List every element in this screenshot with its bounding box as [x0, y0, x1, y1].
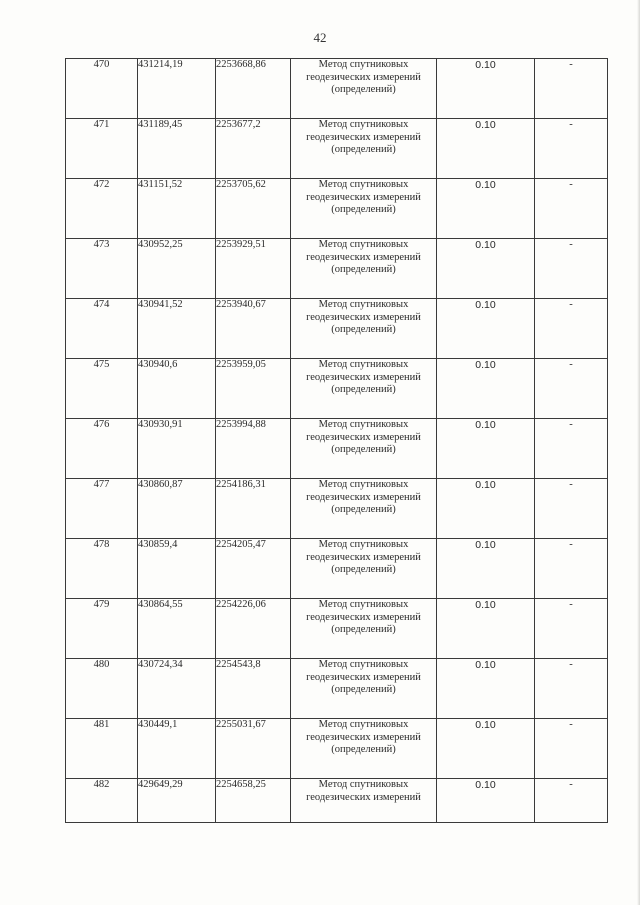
point-number-cell: 474	[66, 299, 138, 359]
point-number-cell: 478	[66, 539, 138, 599]
description-cell: -	[535, 779, 608, 823]
x-coordinate-cell: 430859,4	[138, 539, 216, 599]
method-line: (определений)	[331, 444, 396, 455]
method-line: (определений)	[331, 384, 396, 395]
description-cell: -	[535, 239, 608, 299]
point-number-cell: 482	[66, 779, 138, 823]
method-line: Метод спутниковых	[318, 599, 409, 610]
precision-cell: 0.10	[437, 479, 535, 539]
x-coordinate-cell: 430941,52	[138, 299, 216, 359]
x-coordinate-cell: 429649,29	[138, 779, 216, 823]
y-coordinate-cell: 2255031,67	[216, 719, 291, 779]
method-cell	[291, 599, 437, 659]
method-line: геодезических измерений	[306, 731, 421, 743]
y-coordinate-cell: 2254186,31	[216, 479, 291, 539]
method-cell	[291, 419, 437, 479]
description-cell: -	[535, 299, 608, 359]
y-coordinate-cell: 2254658,25	[216, 779, 291, 823]
x-coordinate-cell: 430940,6	[138, 359, 216, 419]
x-coordinate-cell: 430930,91	[138, 419, 216, 479]
table-row	[66, 719, 608, 779]
method-line: Метод спутниковых	[318, 719, 409, 730]
method-line: (определений)	[331, 264, 396, 275]
method-cell	[291, 179, 437, 239]
precision-cell: 0.10	[437, 359, 535, 419]
table-row	[66, 59, 608, 119]
description-cell: -	[535, 59, 608, 119]
y-coordinate-cell: 2253929,51	[216, 239, 291, 299]
table-row	[66, 779, 608, 823]
precision-cell: 0.10	[437, 179, 535, 239]
method-cell	[291, 239, 437, 299]
method-line: (определений)	[331, 144, 396, 155]
precision-cell: 0.10	[437, 539, 535, 599]
description-cell: -	[535, 419, 608, 479]
table-row	[66, 419, 608, 479]
point-number-cell: 481	[66, 719, 138, 779]
method-line: геодезических измерений	[306, 131, 421, 143]
y-coordinate-cell: 2253705,62	[216, 179, 291, 239]
point-number-cell: 480	[66, 659, 138, 719]
precision-cell: 0.10	[437, 719, 535, 779]
x-coordinate-cell: 430864,55	[138, 599, 216, 659]
description-cell: -	[535, 179, 608, 239]
precision-cell: 0.10	[437, 119, 535, 179]
method-line: Метод спутниковых	[318, 179, 409, 190]
point-number-cell: 472	[66, 179, 138, 239]
method-line: Метод спутниковых	[318, 299, 409, 310]
method-line: Метод спутниковых	[318, 239, 409, 250]
method-line: геодезических измерений	[306, 311, 421, 323]
x-coordinate-cell: 430860,87	[138, 479, 216, 539]
method-cell	[291, 359, 437, 419]
table-row	[66, 119, 608, 179]
y-coordinate-cell: 2254226,06	[216, 599, 291, 659]
method-line: Метод спутниковых	[318, 359, 409, 370]
method-line: геодезических измерений	[306, 791, 421, 803]
precision-cell: 0.10	[437, 779, 535, 823]
description-cell: -	[535, 659, 608, 719]
method-line: (определений)	[331, 324, 396, 335]
coordinates-table	[65, 58, 608, 823]
method-line: Метод спутниковых	[318, 659, 409, 670]
table-row	[66, 239, 608, 299]
method-line: геодезических измерений	[306, 611, 421, 623]
method-line: Метод спутниковых	[318, 119, 409, 130]
y-coordinate-cell: 2254543,8	[216, 659, 291, 719]
method-line: (определений)	[331, 624, 396, 635]
method-line: (определений)	[331, 84, 396, 95]
table-row	[66, 479, 608, 539]
method-line: (определений)	[331, 684, 396, 695]
precision-cell: 0.10	[437, 299, 535, 359]
x-coordinate-cell: 431151,52	[138, 179, 216, 239]
method-line: геодезических измерений	[306, 671, 421, 683]
description-cell: -	[535, 479, 608, 539]
page-number: 42	[313, 30, 327, 45]
method-cell	[291, 719, 437, 779]
table-body	[66, 59, 608, 823]
method-line: (определений)	[331, 504, 396, 515]
description-cell: -	[535, 119, 608, 179]
point-number-cell: 479	[66, 599, 138, 659]
method-line: (определений)	[331, 204, 396, 215]
method-line: геодезических измерений	[306, 371, 421, 383]
method-line: геодезических измерений	[306, 251, 421, 263]
method-line: геодезических измерений	[306, 491, 421, 503]
x-coordinate-cell: 430724,34	[138, 659, 216, 719]
method-cell	[291, 479, 437, 539]
method-cell	[291, 59, 437, 119]
method-line: геодезических измерений	[306, 431, 421, 443]
precision-cell: 0.10	[437, 419, 535, 479]
x-coordinate-cell: 431189,45	[138, 119, 216, 179]
precision-cell: 0.10	[437, 59, 535, 119]
method-cell	[291, 299, 437, 359]
precision-cell: 0.10	[437, 659, 535, 719]
y-coordinate-cell: 2253940,67	[216, 299, 291, 359]
x-coordinate-cell: 430952,25	[138, 239, 216, 299]
method-cell	[291, 539, 437, 599]
method-line: геодезических измерений	[306, 191, 421, 203]
method-line: (определений)	[331, 564, 396, 575]
method-line: Метод спутниковых	[318, 419, 409, 430]
method-line: Метод спутниковых	[318, 539, 409, 550]
y-coordinate-cell: 2253959,05	[216, 359, 291, 419]
point-number-cell: 471	[66, 119, 138, 179]
method-cell	[291, 659, 437, 719]
description-cell: -	[535, 359, 608, 419]
table-row	[66, 299, 608, 359]
description-cell: -	[535, 539, 608, 599]
point-number-cell: 475	[66, 359, 138, 419]
method-cell	[291, 119, 437, 179]
point-number-cell: 477	[66, 479, 138, 539]
description-cell: -	[535, 719, 608, 779]
point-number-cell: 473	[66, 239, 138, 299]
point-number-cell: 470	[66, 59, 138, 119]
precision-cell: 0.10	[437, 599, 535, 659]
table-row	[66, 539, 608, 599]
table-row	[66, 359, 608, 419]
description-cell: -	[535, 599, 608, 659]
table-row	[66, 659, 608, 719]
method-cell	[291, 779, 437, 823]
point-number-cell: 476	[66, 419, 138, 479]
method-line: Метод спутниковых	[318, 779, 409, 790]
method-line: геодезических измерений	[306, 71, 421, 83]
y-coordinate-cell: 2253994,88	[216, 419, 291, 479]
precision-cell: 0.10	[437, 239, 535, 299]
table-row	[66, 179, 608, 239]
method-line: Метод спутниковых	[318, 479, 409, 490]
x-coordinate-cell: 431214,19	[138, 59, 216, 119]
y-coordinate-cell: 2254205,47	[216, 539, 291, 599]
x-coordinate-cell: 430449,1	[138, 719, 216, 779]
y-coordinate-cell: 2253668,86	[216, 59, 291, 119]
y-coordinate-cell: 2253677,2	[216, 119, 291, 179]
method-line: (определений)	[331, 744, 396, 755]
table-row	[66, 599, 608, 659]
method-line: геодезических измерений	[306, 551, 421, 563]
method-line: Метод спутниковых	[318, 59, 409, 70]
